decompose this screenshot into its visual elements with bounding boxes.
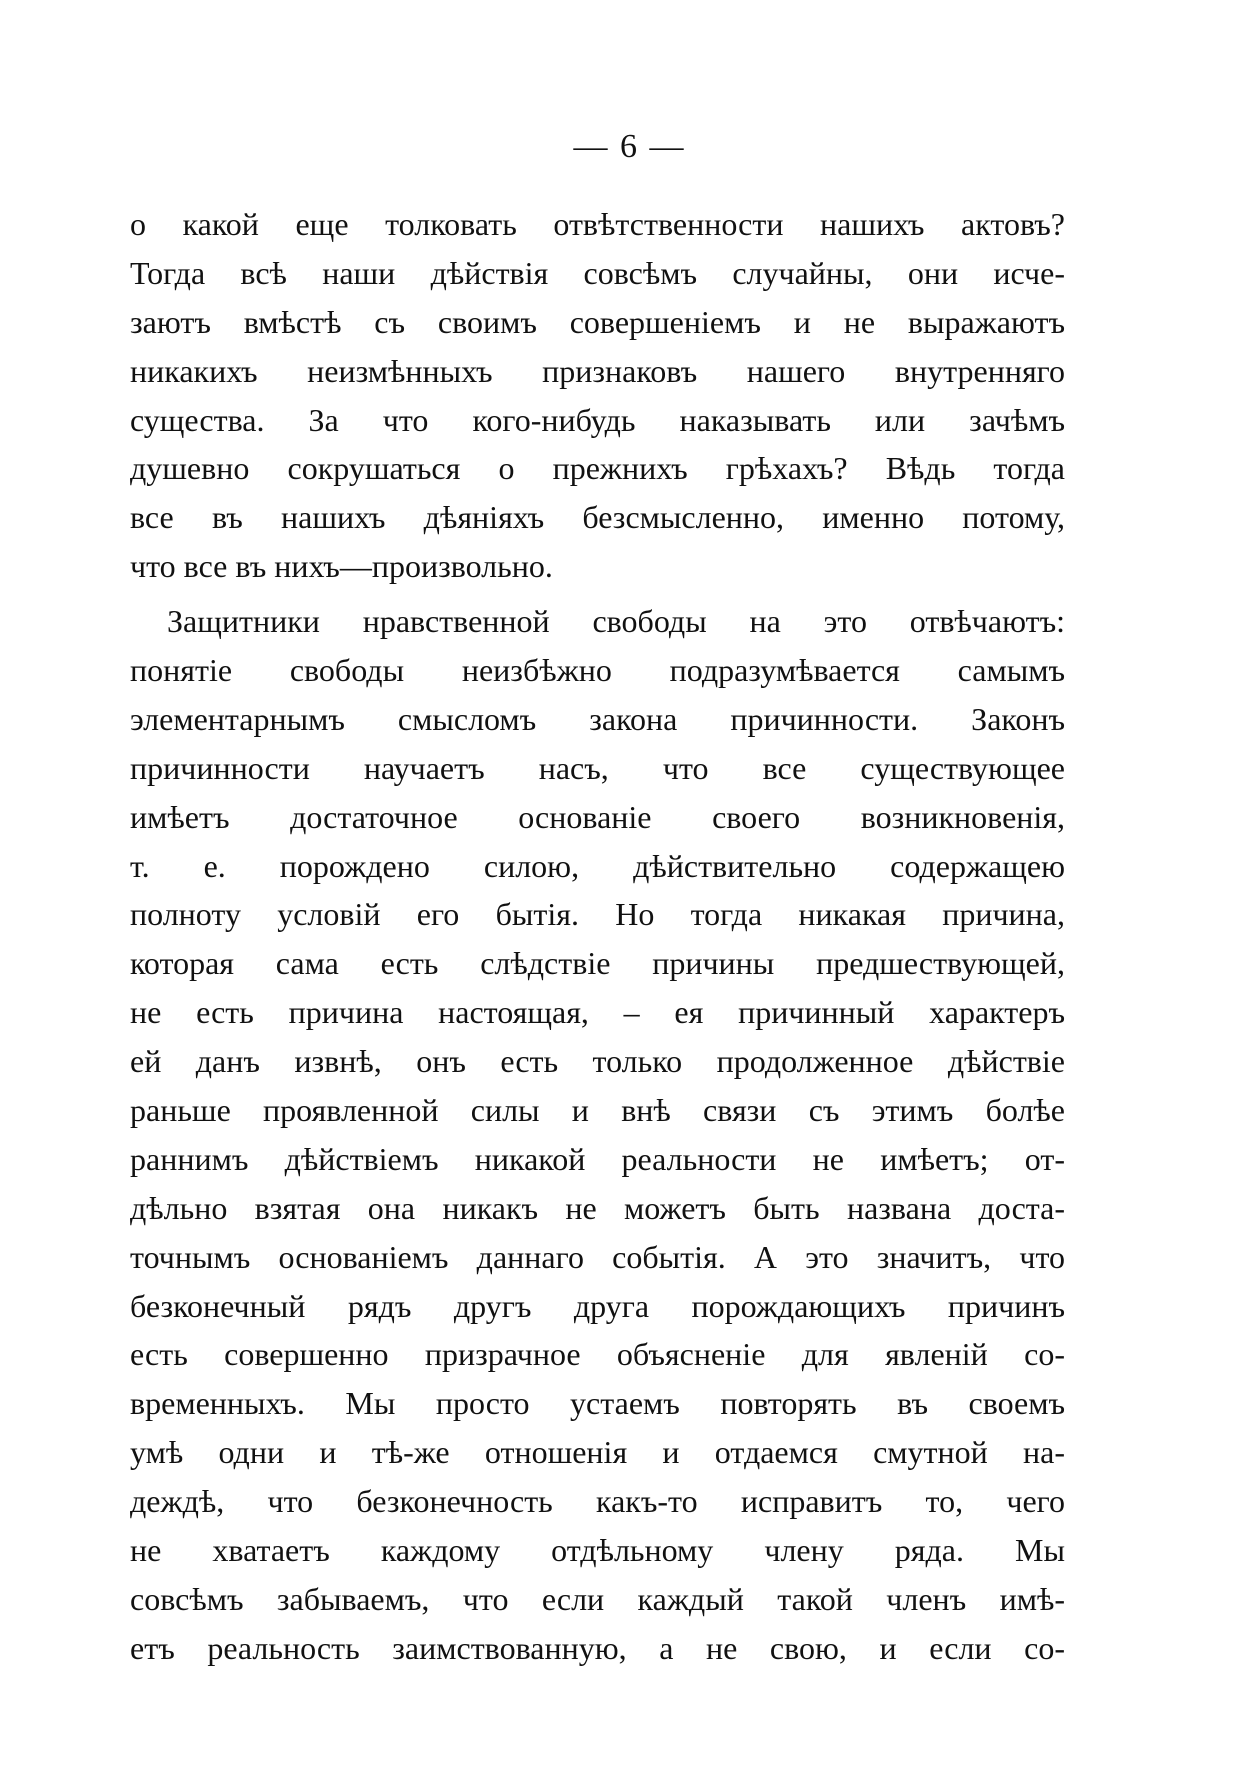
text-line: все въ нашихъ дѣяніяхъ безсмысленно, именно потому, [130,499,1065,536]
text-line: душевно сокрушаться о прежнихъ грѣхахъ? Вѣдь тогда [130,450,1065,487]
text-line: ей данъ извнѣ, онъ есть только продолженное дѣйствіе [130,1043,1065,1080]
text-line: дѣльно взятая она никакъ не можетъ быть названа доста- [130,1189,1065,1226]
text-line: никакихъ неизмѣнныхъ признаковъ нашего внутренняго [130,352,1065,389]
text-line: понятіе свободы неизбѣжно подразумѣвается самымъ [130,652,1065,689]
text-line: элементарнымъ смысломъ закона причинности. Законъ [130,700,1065,737]
paragraph-2 [130,597,1065,1673]
page-number: — 6 — [573,128,686,165]
text-line: точнымъ основаніемъ даннаго событія. А это значитъ, что [130,1238,1065,1275]
text-line: полноту условій его бытія. Но тогда никакая причина, [130,896,1065,933]
paragraph-1 [130,200,1065,591]
text-line: заютъ вмѣстѣ съ своимъ совершеніемъ и не выражаютъ [130,303,1065,340]
text-line: причинности научаетъ насъ, что все существующее [130,749,1065,786]
text-line: существа. За что кого-нибудь наказывать или зачѣмъ [130,401,1065,438]
text-line: что все въ нихъ—произвольно. [130,548,553,585]
text-line: не есть причина настоящая, – ея причинный характеръ [130,994,1065,1031]
text-line: Тогда всѣ наши дѣйствія совсѣмъ случайны, они исче- [130,254,1065,291]
text-line: имѣетъ достаточное основаніе своего возникновенія, [130,798,1065,835]
text-line: не хватаетъ каждому отдѣльному члену ряда. Мы [130,1532,1065,1569]
text-line: деждѣ, что безконечность какъ-то исправитъ то, чего [130,1483,1065,1520]
text-line: раньше проявленной силы и внѣ связи съ этимъ болѣе [130,1092,1065,1129]
text-line: о какой еще толковать отвѣтственности нашихъ актовъ? [130,206,1065,242]
text-line: есть совершенно призрачное объясненіе для явленій со- [130,1336,1065,1373]
text-line: умѣ одни и тѣ-же отношенія и отдаемся смутной на- [130,1434,1065,1471]
text-line: безконечный рядъ другъ друга порождающихъ причинъ [130,1287,1065,1324]
text-line: т. е. порождено силою, дѣйствительно содержащею [130,847,1065,884]
text-line: раннимъ дѣйствіемъ никакой реальности не имѣетъ; от- [130,1140,1065,1177]
text-line: етъ реальность заимствованную, а не свою, и если со- [130,1629,1065,1666]
body-text [130,200,1065,1673]
text-line: временныхъ. Мы просто устаемъ повторять въ своемъ [130,1385,1065,1422]
text-line: которая сама есть слѣдствіе причины предшествующей, [130,945,1065,982]
text-line: совсѣмъ забываемъ, что если каждый такой членъ имѣ- [130,1580,1065,1617]
text-line: Защитники нравственной свободы на это отвѣчаютъ: [167,603,1065,640]
